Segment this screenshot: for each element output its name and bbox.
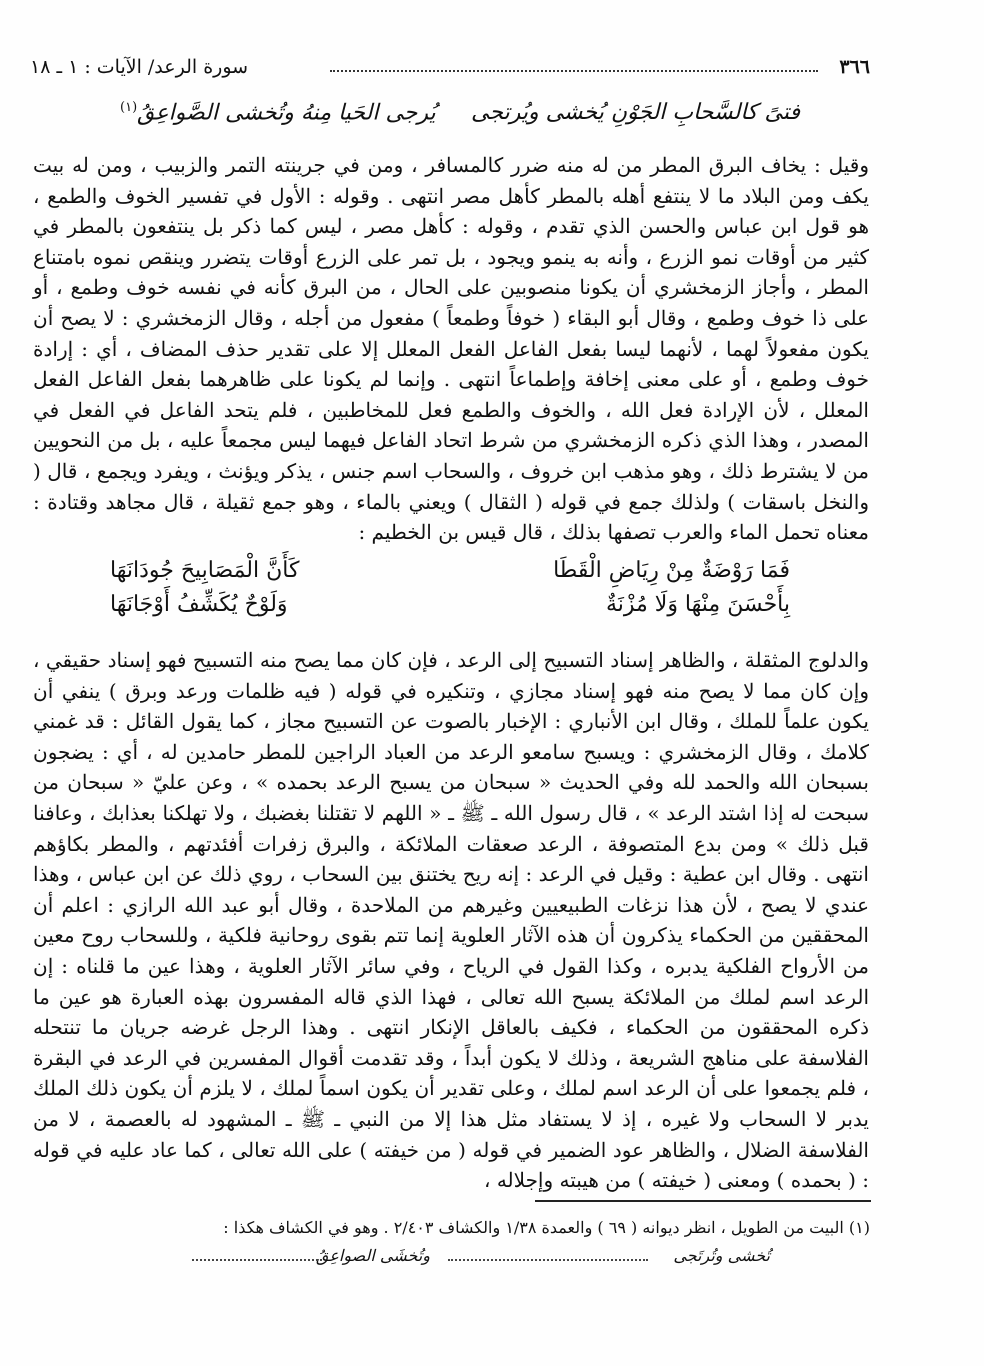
poem-line-1: [110, 558, 790, 592]
verse-hemistich-2: [120, 100, 436, 125]
quoted-verse: [120, 100, 800, 140]
header-dotted-leader: [330, 70, 818, 72]
body-paragraph-1: وقيل : يخاف البرق المطر من له منه ضرر كالمسافر ، ومن في جرينته التمر والزبيب ، ومن له بيت يكف ومن البلاد ما لا ينتفع أهله بالمطر كأهل مصر انتهى . وقوله : الأول في تفسير الخوف والطمع ، هو قول ابن عباس والحسن الذي تقدم ، وقوله : كأهل مصر ، ليس كما ذكر بل ينتفعون بالمطر في كثير من أوقات نمو الزرع ، وأنه به ينمو ويجود ، بل تمر على الزرع أوقات يتضرر وينقص نموه بامتناع المطر ، وأجاز الزمخشري أن يكونا منصوبين على الحال ، من البرق كأنه في نفسه خوف وطمع ، أو على ذا خوف وطمع ، وقال أبو البقاء ( خوفاً وطمعاً ) مفعول من أجله ، وقال الزمخشري : لا يصح أن يكون مفعولاً لهما ، لأنهما ليسا بفعل الفاعل الفعل المعلل إلا على تقدير حذف المضاف ، أي : إرادة خوف وطمع ، أو على معنى إخافة وإطماعاً انتهى . وإنما لم يكونا على ظاهرهما بفعل الفاعل الفعل المعلل ، لأن الإرادة فعل الله ، والخوف والطمع فعل للمخاطبين ، فلم يتحد الفاعل في الفعل في المصدر ، وهذا الذي ذكره الزمخشري من شرط اتحاد الفاعل فيهما ليس مجمعاً عليه ، بل من النحويين من لا يشترط ذلك ، وهو مذهب ابن خروف ، والسحاب اسم جنس ، يذكر ويؤنث ، ويفرد ويجمع ، قال ( والنخل باسقات ) ولذلك جمع في قوله ( الثقال ) ويعني بالماء ، وهو جمع ثقيلة ، قال مجاهد وقتادة : معناه تحمل الماء والعرب تصفها بذلك ، قال قيس بن الخطيم :: [33, 153, 869, 545]
running-title: سورة الرعد/ الآيات : ١ ـ ١٨: [30, 56, 249, 78]
verse-hemistich-1: فتىً كالسَّحابِ الجَوْنِ يُخشى ويُرتجى: [471, 100, 800, 125]
footnote-dotted-leader-1: [448, 1259, 648, 1261]
footnote-dotted-leader-2: [192, 1259, 322, 1261]
footnote-text: (١) البيت من الطويل ، انظر ديوانه ( ٦٩ ) والعمدة ١/٣٨ والكشاف ٢/٤٠٣ . وهو في الكشاف هكذا :: [223, 1218, 870, 1237]
footnote-hemistich-1: تُخشى وتُرتَجى: [673, 1246, 770, 1265]
poem-line-2-hemistich-1: بِأَحْسَنَ مِنْهَا وَلَا مُزْنَةٌ: [605, 592, 790, 617]
verse-hemistich-2-text: يُرجى الحَيا مِنهُ وتُخشى الصَّواعِقُ: [137, 100, 436, 126]
poem-line-1-hemistich-2: كَأَنَّ الْمَصَابِيحَ جُودَانَهَا: [110, 558, 300, 583]
page-header: [30, 56, 870, 86]
poem-line-2: [110, 592, 790, 626]
footnote-hemistich-2: وتُخشَى الصواعِقُ: [316, 1246, 430, 1265]
footnote-marker[interactable]: (١): [120, 100, 138, 115]
footnote-verse: [60, 1243, 870, 1271]
poem-block: [110, 558, 790, 626]
poem-line-1-hemistich-1: فَمَا رَوْضَةٌ مِنْ رِيَاضِ الْقَطَا: [553, 558, 790, 583]
footnote: [60, 1215, 870, 1271]
poem-line-2-hemistich-2: وَلَوْحٌ يُكَشِّفُ أَوْجَانَهَا: [110, 592, 288, 617]
footnote-divider: [535, 1200, 871, 1202]
page-number: ٣٦٦: [839, 56, 870, 78]
body-paragraph-2: والدلوج المثقلة ، والظاهر إسناد التسبيح إلى الرعد ، فإن كان مما يصح منه التسبيح فهو إسناد حقيقي ، وإن كان مما لا يصح منه فهو إسناد مجازي ، وتنكيره في قوله ( فيه ظلمات ورعد وبرق ) ينفي أن يكون علماً للملك ، وقال ابن الأنباري : الإخبار بالصوت عن التسبيح مجاز ، كما يقول القائل : قد غمني كلامك ، وقال الزمخشري : ويسبح سامعو الرعد من العباد الراجين للمطر حامدين له ، أي : يضجون بسبحان الله والحمد لله وفي الحديث « سبحان من يسبح الرعد بحمده » ، وعن عليّ « سبحان من سبحت له إذا اشتد الرعد » ، قال رسول الله ـ ﷺ ـ « اللهم لا تقتلنا بغضبك ، ولا تهلكنا بعذابك ، وعافنا قبل ذلك » ومن بدع المتصوفة ، الرعد صعقات الملائكة ، والبرق زفرات أفئدتهم ، والمطر بكاؤهم انتهى . وقال ابن عطية : وقيل في الرعد : إنه ريح يختنق بين السحاب ، روي ذلك عن ابن عباس ، وهذا عندي لا يصح ، لأن هذا نزغات الطبيعيين وغيرهم من الملاحدة ، وقال أبو عبد الله الرازي : اعلم أن المحققين من الحكماء يذكرون أن هذه الآثار العلوية إنما تتم بقوى روحانية فلكية ، وللسحاب روح معين من الأرواح الفلكية يدبره ، وكذا القول في الرياح ، وفي سائر الآثار العلوية ، وهذا عين ما قلناه : إن الرعد اسم لملك من الملائكة يسبح الله تعالى ، فهذا الذي قاله المفسرون بهذه العبارة هو عين ما ذكره المحققون من الحكماء ، فكيف بالعاقل الإنكار انتهى . وهذا الرجل غرضه جريان ما تنتحله الفلاسفة على مناهج الشريعة ، وذلك لا يكون أبداً ، وقد تقدمت أقوال المفسرين في الرعد في البقرة ، فلم يجمعوا على أن الرعد اسم لملك ، وعلى تقدير أن يكون اسماً لملك ، لا يلزم أن يكون ذلك الملك يدبر لا السحاب ولا غيره ، إذ لا يستفاد مثل هذا إلا من النبي ـ ﷺ ـ المشهود له بالعصمة ، لا من الفلاسفة الضلال ، والظاهر عود الضمير في قوله ( من خيفته ) على الله تعالى ، كما عاد عليه في قوله : ( بحمده ) ومعنى ( خيفته ) من هيبته وإجلاله ،: [33, 648, 869, 1193]
